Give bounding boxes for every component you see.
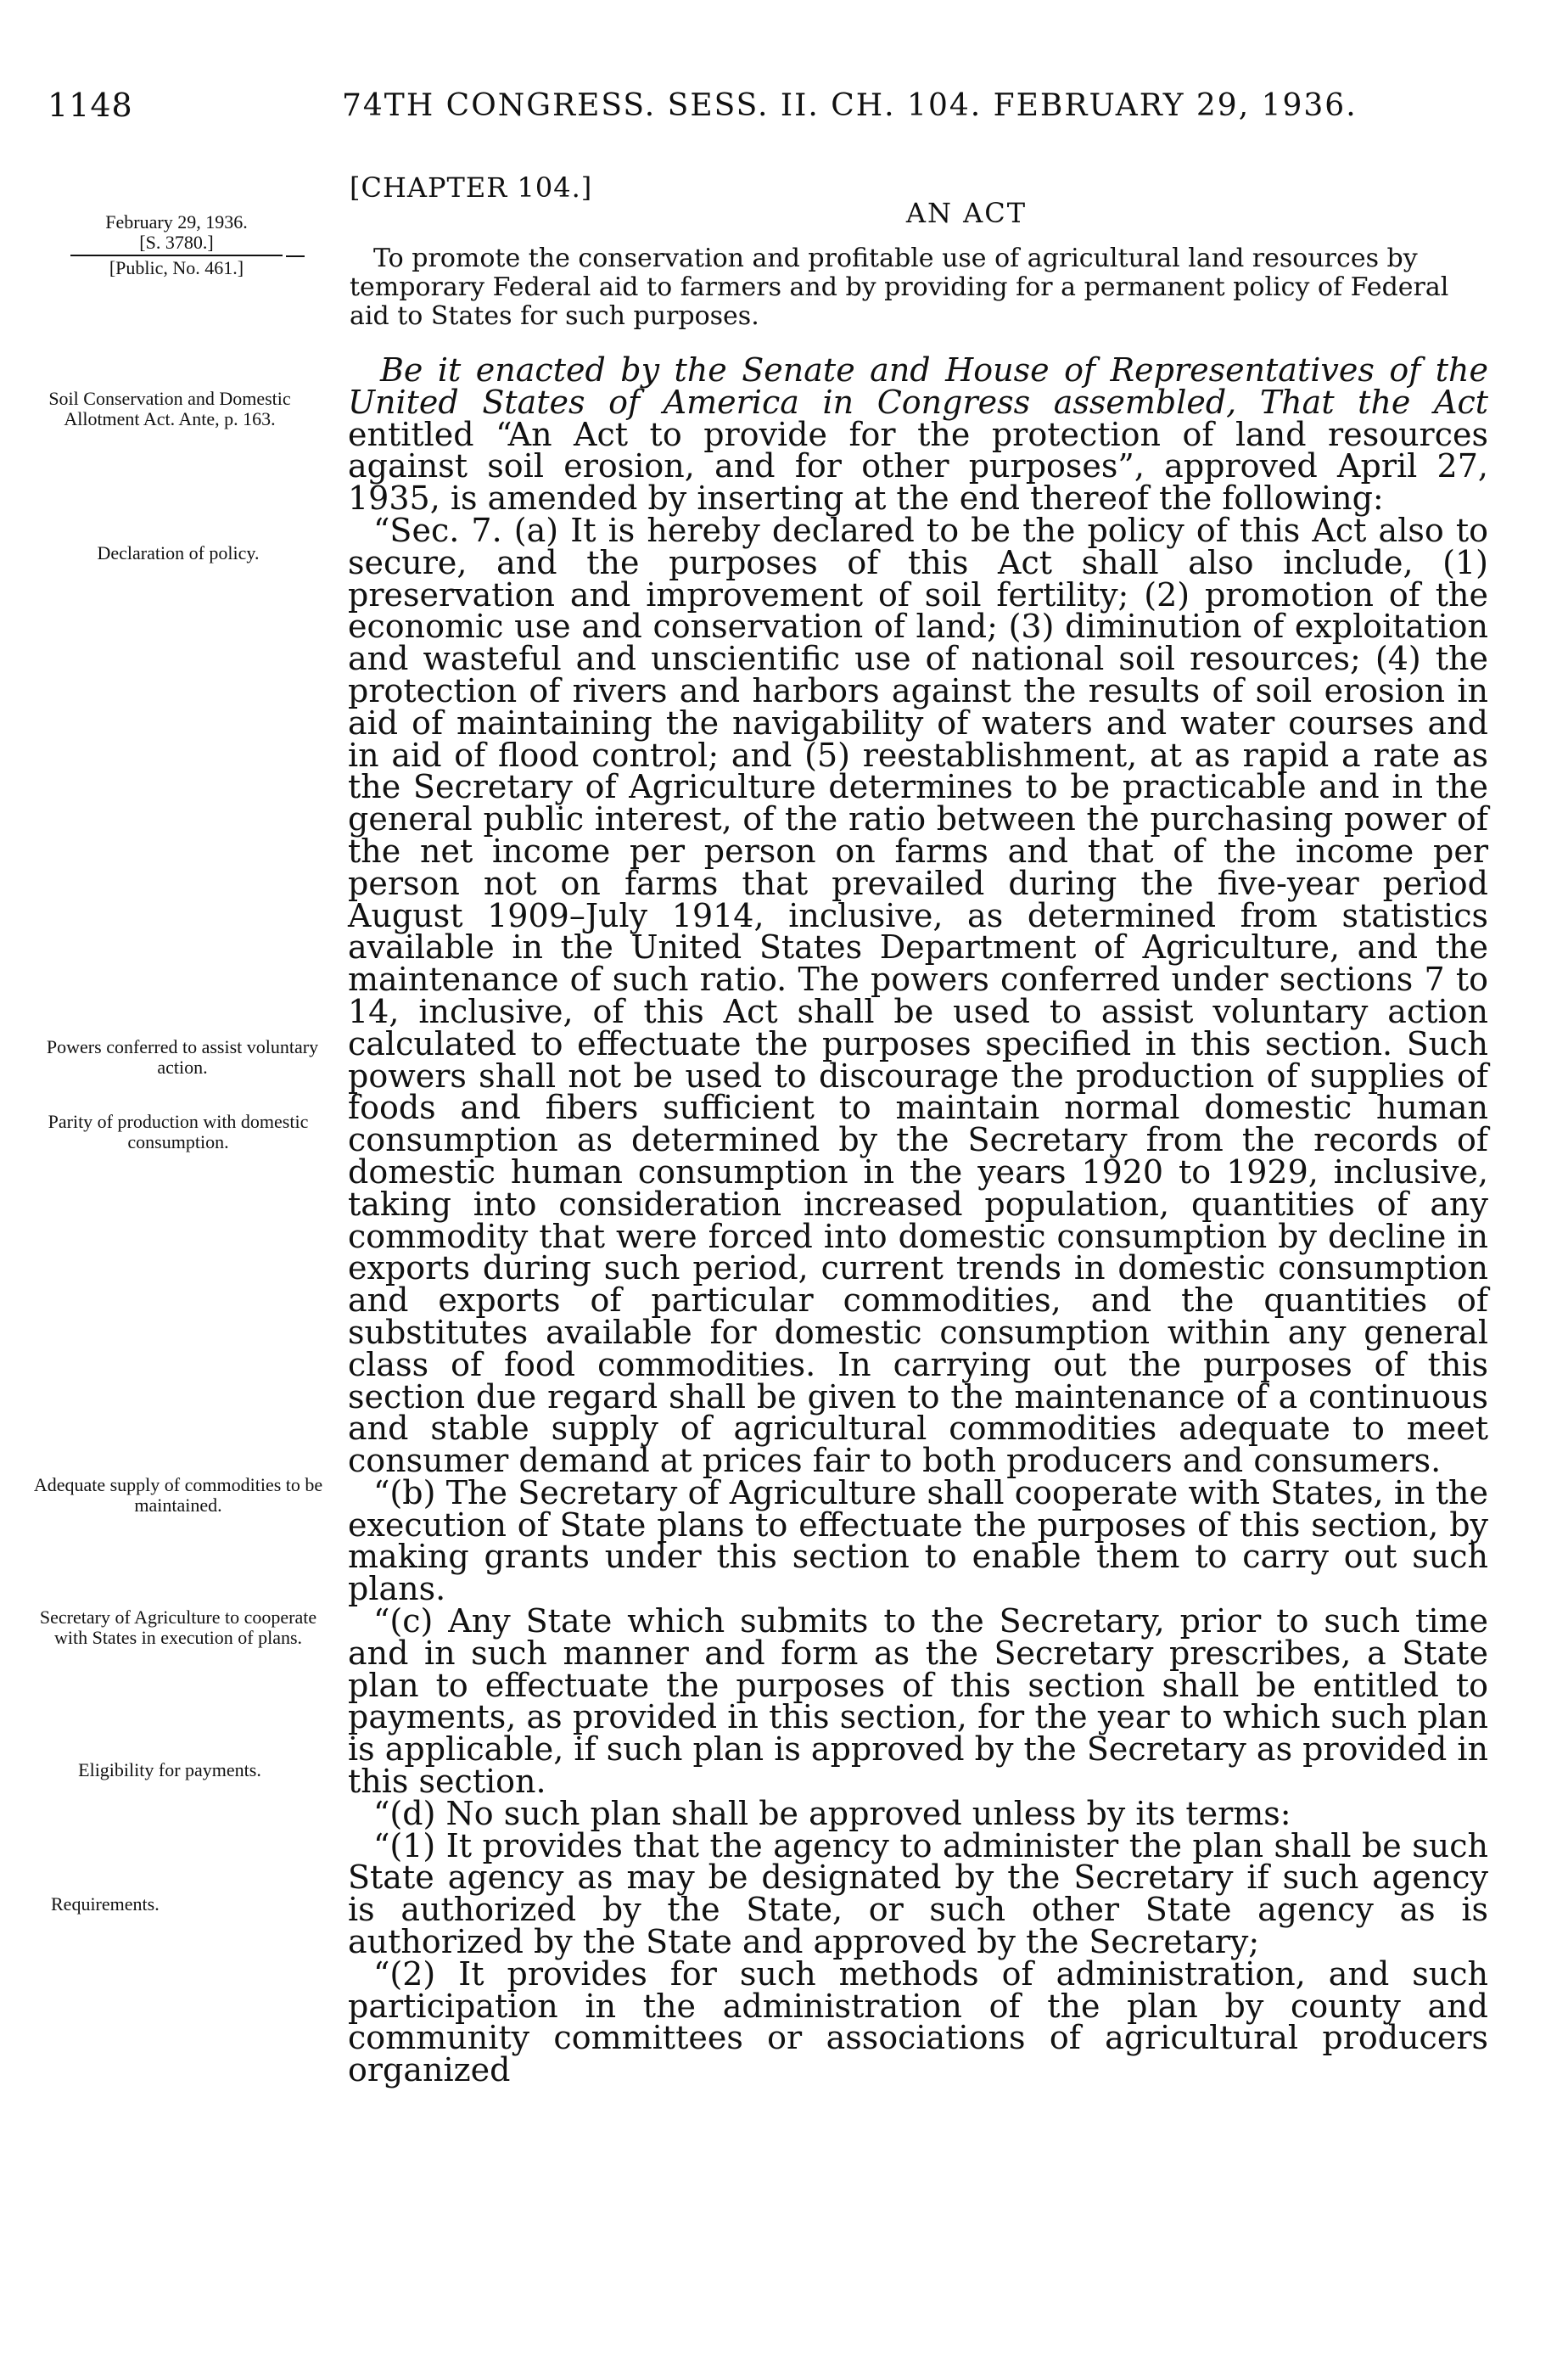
public-law-number: [Public, No. 461.] bbox=[109, 257, 244, 278]
margin-note-eligibility: Eligibility for payments. bbox=[78, 1759, 261, 1780]
margin-note-powers: Powers conferred to assist voluntary action. bbox=[46, 1036, 319, 1078]
section-7a: “Sec. 7. (a) It is hereby declared to be the policy of this Act also to secure, and the purposes of this Act shall also include, (1) preservation and improvement of soil fertility; (2) promotion of the economic use and conservation of land; (3) diminution of exploitation and wasteful and unscientific use of national soil resources; (4) the protection of rivers and harbors against the results of soil erosion in aid of maintaining the navigability of waters and water courses and in aid of flood control; and (5) reestablishment, at as rapid a rate as the Secretary of Agriculture determines to be practicable and in the general public interest, of the ratio between the purchasing power of the net income per person on farms and that of the income per person not on farms that prevailed during the five-year period August 1909–July 1914, inclusive, as determined from statistics available in the United States Department of Agriculture, and the maintenance of such ratio. The powers conferred under sections 7 to 14, inclusive, of this Act shall be used to assist voluntary action calculated to effectuate the purposes specified in this section. Such powers shall not be used to discourage the production of supplies of foods and fibers sufficient to maintain normal domestic human consumption as determined by the Secretary from the records of domestic human consumption in the years 1920 to 1929, inclusive, taking into consideration increased population, quantities of any commodity that were forced into domestic consumption by decline in exports during such period, current trends in domestic consumption and exports of particular commodities, and the quantities of substitutes available for domestic consumption within any general class of food commodities. In carrying out the purposes of this section due regard shall be given to the maintenance of a continuous and stable supply of agricultural commodities adequate to meet consumer demand at prices fair to both producers and consumers. bbox=[348, 511, 1488, 1480]
enactment-date-block bbox=[49, 212, 304, 278]
section-7b: “(b) The Secretary of Agriculture shall cooperate with States, in the execution of State plans to effectuate the purposes of this section, by making grants under this section to enable them to carry out such plans. bbox=[348, 1473, 1488, 1608]
margin-note-secretary-cooperate: Secretary of Agriculture to cooperate with States in execution of plans. bbox=[39, 1606, 317, 1648]
enacting-clause-line-2: United States of America in Congress assembled, That the Act bbox=[348, 383, 1488, 421]
statute-body bbox=[348, 351, 1488, 2089]
act-heading-text: AN ACT bbox=[905, 197, 1028, 229]
margin-note-requirements: Requirements. bbox=[51, 1893, 160, 1915]
amendment-paragraph: entitled “An Act to provide for the protection of land resources against soil erosion, and for other purposes”, approved April 27, 1935, is amended by inserting at the end thereof the following: bbox=[348, 415, 1488, 518]
margin-note-declaration: Declaration of policy. bbox=[97, 542, 260, 563]
section-7c: “(c) Any State which submits to the Secretary, prior to such time and in such manner and form as the Secretary prescribes, a State plan to effectuate the purposes of this section shall be entitled to payments, as provided in this section, for the year to which such plan is applicable, if such plan is approved by the Secretary as provided in this section. bbox=[348, 1602, 1488, 1801]
act-title: To promote the conservation and profitable use of agricultural land resources by temporary Federal aid to farmers and by providing for a permanent policy of Federal aid to States for such purposes. bbox=[350, 244, 1449, 331]
senate-bill-number: [S. 3780.] bbox=[139, 232, 214, 253]
chapter-label: [CHAPTER 104.] bbox=[350, 171, 593, 204]
running-header bbox=[48, 87, 1490, 137]
page-number: 1148 bbox=[48, 87, 133, 124]
date-rule bbox=[70, 255, 283, 256]
margin-note-parity: Parity of production with domestic consumption. bbox=[48, 1111, 309, 1152]
section-7d-1: “(1) It provides that the agency to administer the plan shall be such State agency as may be designated by the Secretary if such agency is authorized by the State, or such other State agency as is authorized by the State and approved by the Secretary; bbox=[348, 1826, 1488, 1961]
enacting-clause-line-1: Be it enacted by the Senate and House of Representatives of the bbox=[380, 351, 1488, 389]
enactment-date: February 29, 1936. bbox=[105, 211, 248, 233]
section-7d-2: “(2) It provides for such methods of administration, and such participation in the administration of the plan by county and community committees or associations of agricultural producers organized bbox=[348, 1954, 1488, 2089]
running-head: 74TH CONGRESS. SESS. II. CH. 104. FEBRUARY 29, 1936. bbox=[342, 88, 1358, 123]
margin-note-act-name: Soil Conservation and Domestic Allotment Act. Ante, p. 163. bbox=[48, 388, 291, 429]
margin-note-adequate-supply: Adequate supply of commodities to be maintained. bbox=[33, 1474, 323, 1516]
section-7d: “(d) No such plan shall be approved unless by its terms: bbox=[373, 1794, 1291, 1832]
